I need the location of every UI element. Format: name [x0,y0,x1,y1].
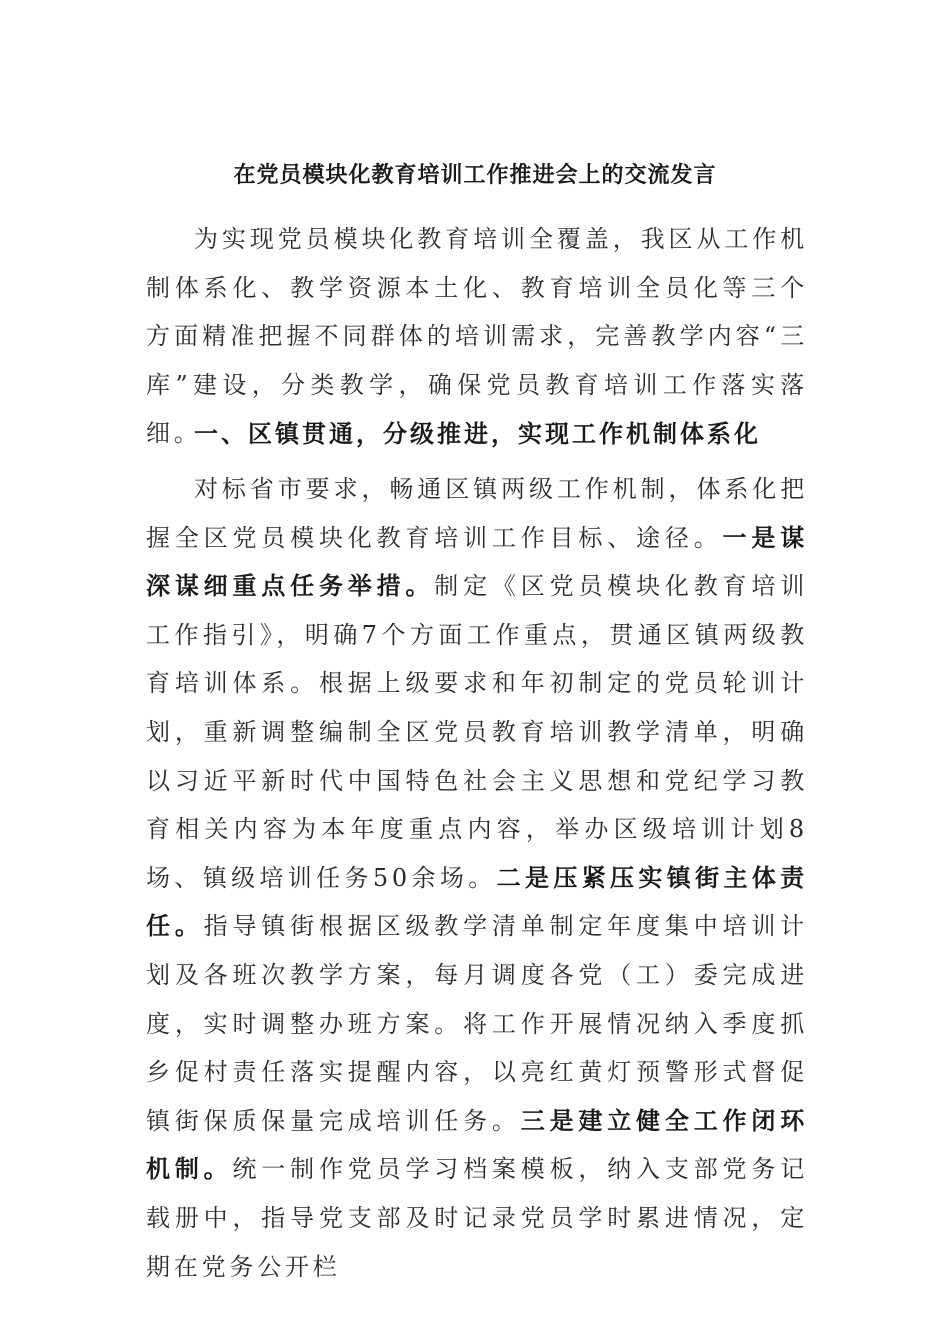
section-1-text-4: 统一制作党员学习档案模板，纳入支部党务记载册中，指导党支部及时记录党员学时累进情况，定期在党务公开栏 [146,1155,808,1281]
intro-paragraph: 为实现党员模块化教育培训全覆盖，我区从工作机制体系化、教学资源本土化、教育培训全员化等三个方面精准把握不同群体的培训需求，完善教学内容“三库”建设，分类教学，确保党员教育培训工作落实落细。 [146,225,808,448]
section-1-bold-point-1: 一是谋深谋细重点任务举措。 [146,522,809,601]
section-1-bold-point-2: 二是压紧压实镇街主体责任。 [146,862,808,941]
section-1-paragraph [146,465,808,1291]
document-title: 在党员模块化教育培训工作推进会上的交流发言 [233,162,717,188]
section-1-text-3: 指导镇街根据区级教学清单制定年度集中培训计划及各班次教学方案，每月调度各党（工）委完成进度，实时调整办班方案。将工作开展情况纳入季度抓乡促村责任落实提醒内容，以亮红黄灯预警形式督促镇街保质保量完成培训任务。 [146,912,808,1135]
section-1-bold-point-3: 三是建立健全工作闭环机制。 [146,1105,808,1184]
section-1-text-1: 对标省市要求，畅通区镇两级工作机制，体系化把握全区党员模块化教育培训工作目标、途径。 [146,475,808,552]
section-1-text-2: 制定《区党员模块化教育培训工作指引》，明确7个方面工作重点，贯通区镇两级教育培训体系。根据上级要求和年初制定的党员轮训计划，重新调整编制全区党员教育培训教学清单，明确以习近平新时代中国特色社会主义思想和党纪学习教育相关内容为本年度重点内容，举办区级培训计划8场、镇级培训任务50余场。 [146,572,809,892]
section-1-heading: 一、区镇贯通，分级推进，实现工作机制体系化 [194,419,761,448]
